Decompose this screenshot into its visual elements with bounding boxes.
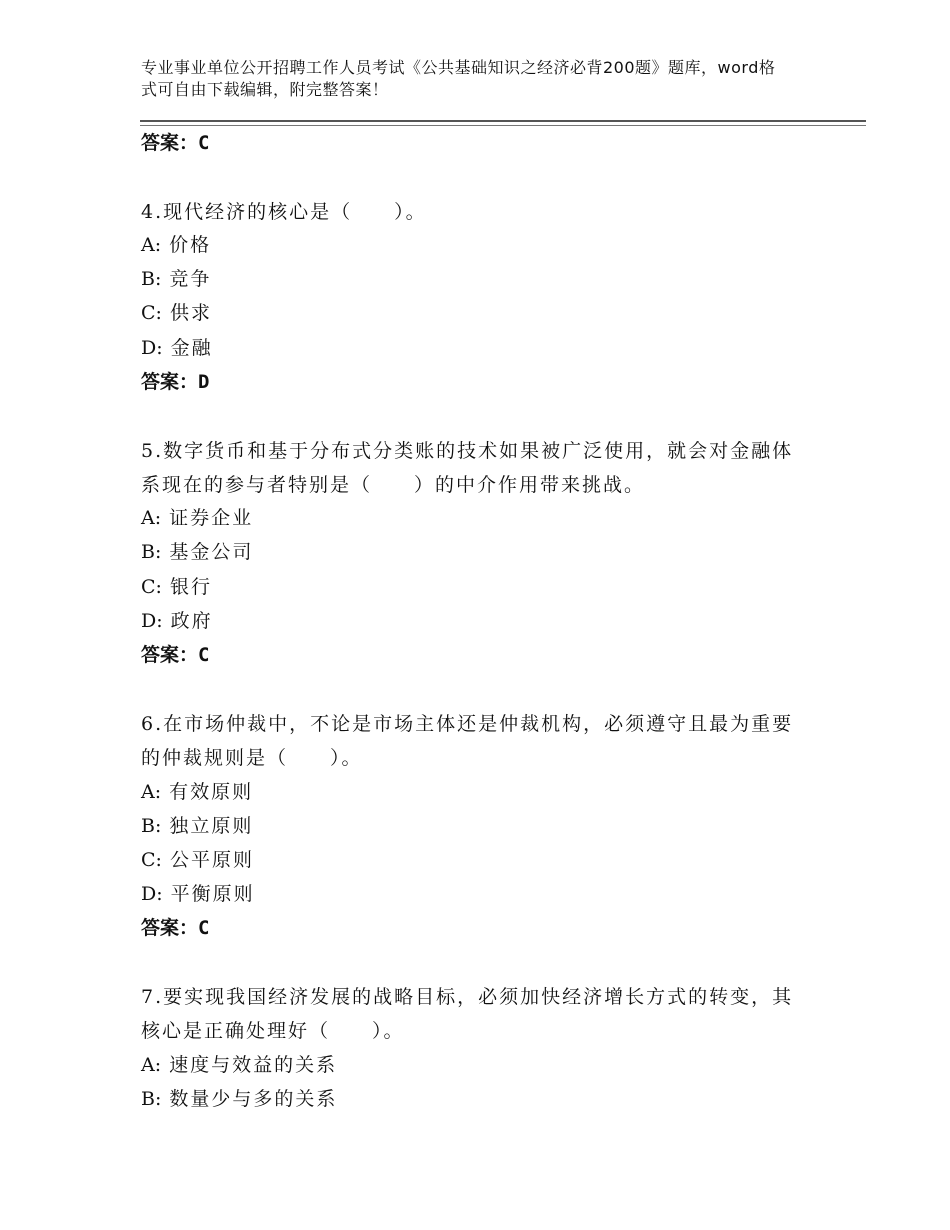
answer-label: 答案： xyxy=(141,132,199,154)
option-text: 速度与效益的关系 xyxy=(169,1054,338,1076)
option-text: 基金公司 xyxy=(169,541,254,563)
option-text: 供求 xyxy=(169,302,212,324)
answer-line-q4 xyxy=(141,370,209,394)
question-stem-6: 6.在市场仲裁中，不论是市场主体还是仲裁机构，必须遵守且最为重要的仲裁规则是（ ）。 xyxy=(141,713,794,769)
option-text: 有效原则 xyxy=(169,781,254,803)
answer-value: C xyxy=(198,917,210,939)
option-letter: B: xyxy=(141,268,162,290)
question-stem-4: 4.现代经济的核心是（ ）。 xyxy=(141,201,427,223)
option-letter: D: xyxy=(141,610,163,632)
option-letter: D: xyxy=(141,337,163,359)
answer-label: 答案： xyxy=(141,644,199,666)
option-text: 政府 xyxy=(170,610,213,632)
option-4c xyxy=(141,301,212,325)
option-text: 独立原则 xyxy=(169,815,254,837)
header-divider-thin xyxy=(140,125,866,126)
answer-line-q3 xyxy=(141,131,209,155)
option-letter: C: xyxy=(141,849,162,871)
option-letter: A: xyxy=(141,1054,162,1076)
answer-value: C xyxy=(198,132,210,154)
option-5d xyxy=(141,609,213,633)
option-text: 竞争 xyxy=(169,268,212,290)
option-letter: C: xyxy=(141,302,162,324)
option-7b xyxy=(141,1087,337,1111)
option-letter: A: xyxy=(141,781,162,803)
document-header: 专业事业单位公开招聘工作人员考试《公共基础知识之经济必背200题》题库，word格式可自由下载编辑，附完整答案！ xyxy=(141,58,776,99)
header-divider-thick xyxy=(140,120,866,122)
option-text: 平衡原则 xyxy=(170,883,255,905)
option-text: 数量少与多的关系 xyxy=(169,1088,338,1110)
option-letter: B: xyxy=(141,541,162,563)
option-text: 证券企业 xyxy=(169,507,254,529)
option-text: 价格 xyxy=(169,234,212,256)
option-4b xyxy=(141,267,211,291)
option-5b xyxy=(141,540,253,564)
answer-value: D xyxy=(198,371,210,393)
option-letter: D: xyxy=(141,883,163,905)
question-stem-7: 7.要实现我国经济发展的战略目标，必须加快经济增长方式的转变，其核心是正确处理好（ ）。 xyxy=(141,986,794,1042)
answer-label: 答案： xyxy=(141,371,199,393)
option-6c xyxy=(141,848,254,872)
question-stem-5: 5.数字货币和基于分布式分类账的技术如果被广泛使用，就会对金融体系现在的参与者特别是（ ）的中介作用带来挑战。 xyxy=(141,440,794,496)
answer-label: 答案： xyxy=(141,917,199,939)
option-letter: A: xyxy=(141,507,162,529)
answer-value: C xyxy=(198,644,210,666)
option-6a xyxy=(141,780,253,804)
option-7a xyxy=(141,1053,337,1077)
option-4a xyxy=(141,233,211,257)
option-6d xyxy=(141,882,255,906)
option-6b xyxy=(141,814,253,838)
answer-line-q6 xyxy=(141,916,209,940)
option-letter: C: xyxy=(141,576,162,598)
option-4d xyxy=(141,336,213,360)
option-letter: A: xyxy=(141,234,162,256)
option-letter: B: xyxy=(141,1088,162,1110)
option-text: 银行 xyxy=(169,576,212,598)
option-letter: B: xyxy=(141,815,162,837)
option-text: 金融 xyxy=(170,337,213,359)
option-text: 公平原则 xyxy=(169,849,254,871)
option-5c xyxy=(141,575,212,599)
answer-line-q5 xyxy=(141,643,209,667)
option-5a xyxy=(141,506,253,530)
